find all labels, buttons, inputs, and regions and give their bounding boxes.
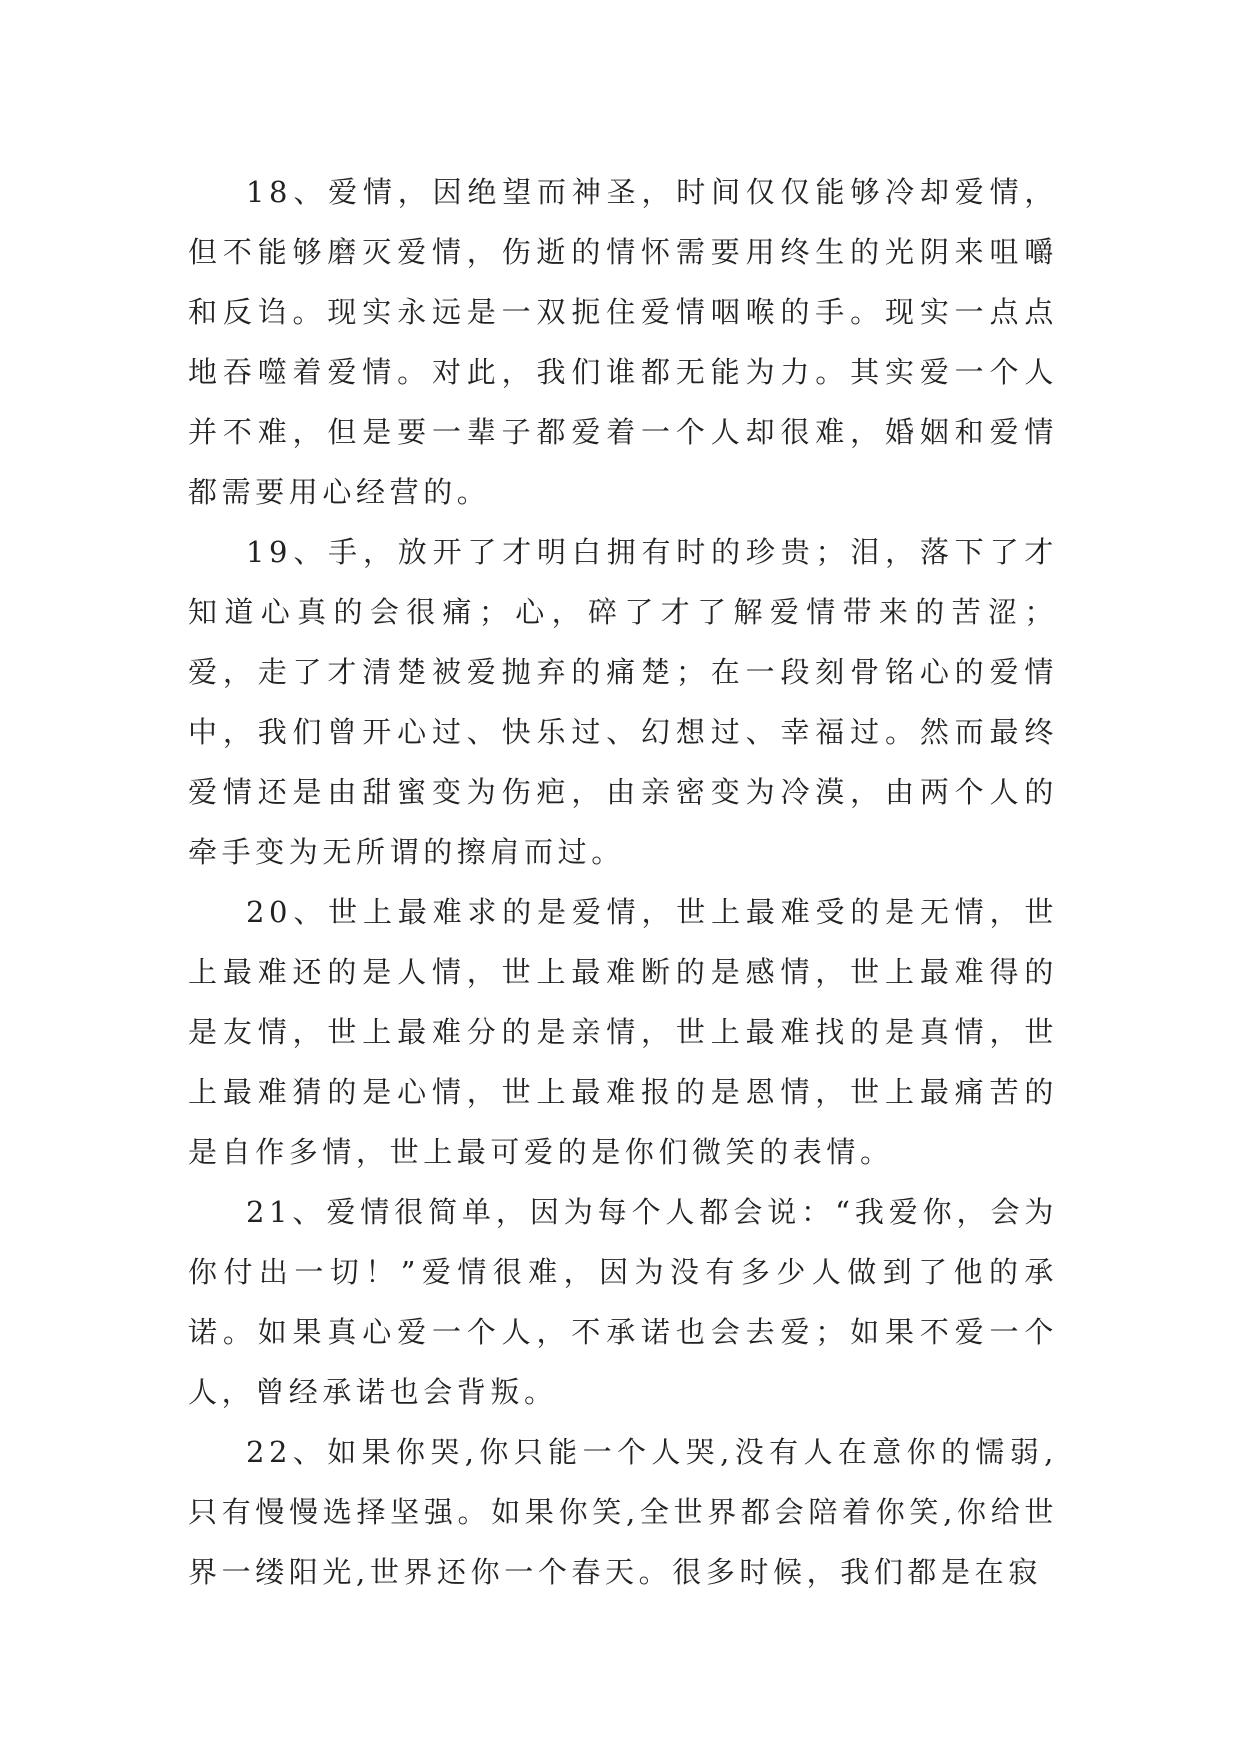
paragraph-18: 18、爱情，因绝望而神圣，时间仅仅能够冷却爱情，但不能够磨灭爱情，伤逝的情怀需要用终生的光阴来咀嚼和反诌。现实永远是一双扼住爱情咽喉的手。现实一点点地吞噬着爱情。对此，我们谁都无能为力。其实爱一个人并不难，但是要一辈子都爱着一个人却很难，婚姻和爱情都需要用心经营的。 [188,175,1058,509]
paragraph-19: 19、手，放开了才明白拥有时的珍贵；泪，落下了才知道心真的会很痛；心，碎了才了解爱情带来的苦涩；爱，走了才清楚被爱抛弃的痛楚；在一段刻骨铭心的爱情中，我们曾开心过、快乐过、幻想过、幸福过。然而最终爱情还是由甜蜜变为伤疤，由亲密变为冷漠，由两个人的牵手变为无所谓的擦肩而过。 [188,535,1058,869]
paragraph-20: 20、世上最难求的是爱情，世上最难受的是无情，世上最难还的是人情，世上最难断的是感情，世上最难得的是友情，世上最难分的是亲情，世上最难找的是真情，世上最难猜的是心情，世上最难报的是恩情，世上最痛苦的是自作多情，世上最可爱的是你们微笑的表情。 [188,895,1058,1169]
document-body [188,162,1058,1602]
paragraph-22: 22、如果你哭,你只能一个人哭,没有人在意你的懦弱,只有慢慢选择坚强。如果你笑,全世界都会陪着你笑,你给世界一缕阳光,世界还你一个春天。很多时候，我们都是在寂 [188,1435,1058,1589]
paragraph-21: 21、爱情很简单，因为每个人都会说：“我爱你，会为你付出一切！”爱情很难，因为没有多少人做到了他的承诺。如果真心爱一个人，不承诺也会去爱；如果不爱一个人，曾经承诺也会背叛。 [188,1195,1058,1409]
